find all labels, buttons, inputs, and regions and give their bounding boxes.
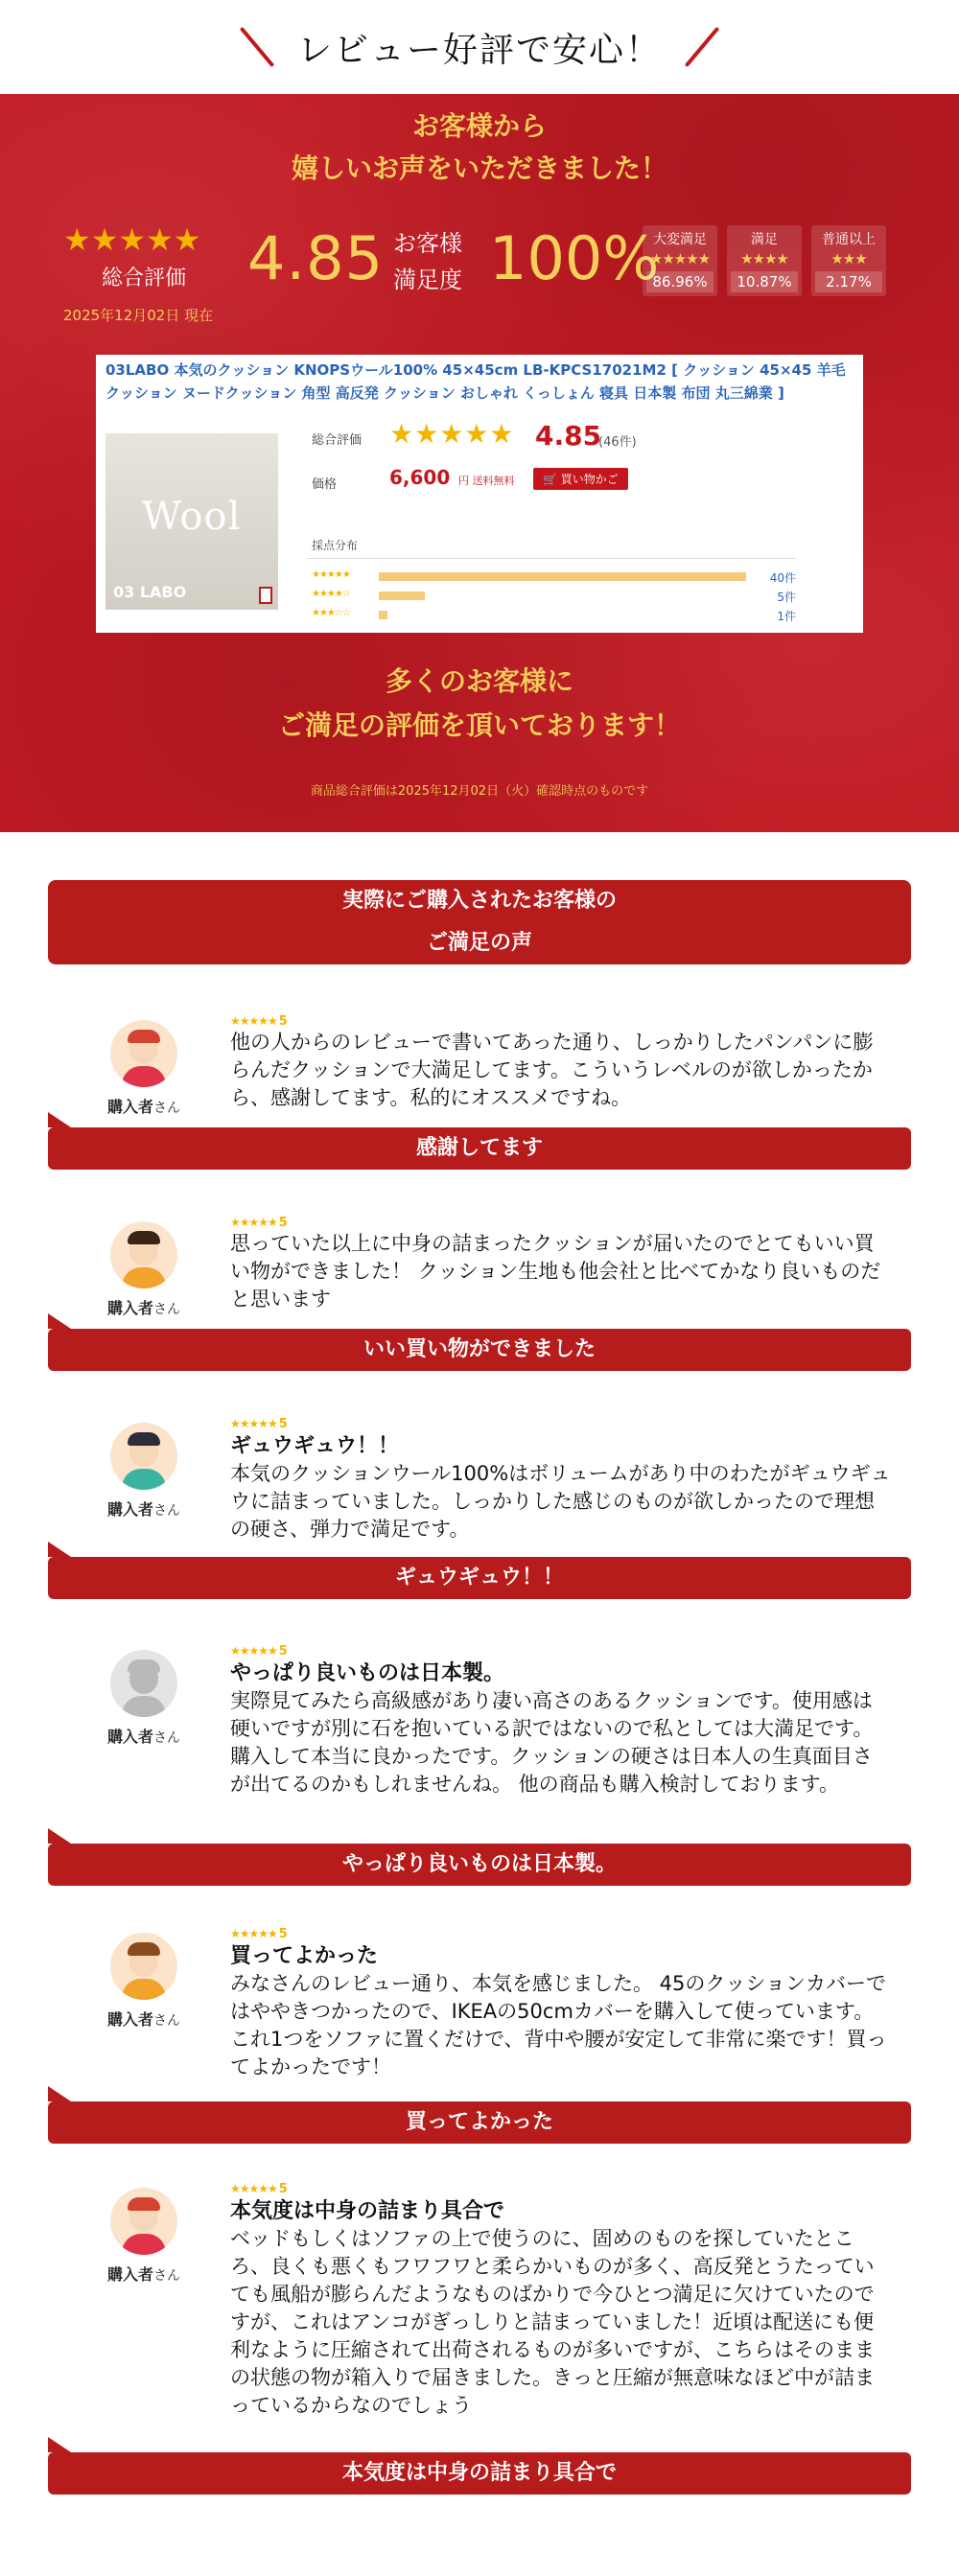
page-header xyxy=(0,0,959,94)
review-count-link[interactable]: (46件) xyxy=(598,435,637,450)
banner-bottom-line2: ご満足の評価を頂いております！ xyxy=(277,709,681,741)
add-to-cart-label: 買い物かご xyxy=(560,473,619,486)
avatar xyxy=(110,1423,177,1490)
badge-label: 満足 xyxy=(751,232,778,247)
decorative-slash-right xyxy=(685,27,719,67)
review-rating-number: 5 xyxy=(278,1927,287,1941)
review-item xyxy=(48,1417,911,1599)
distribution-row xyxy=(312,606,796,625)
price-suffix: 円 送料無料 xyxy=(458,475,515,487)
review-summary-bar: ギュウギュウ！！ xyxy=(48,1557,911,1599)
satisfaction-label-line1: お客様 xyxy=(393,230,462,257)
avatar-hair xyxy=(128,1231,160,1244)
product-image-brand: 03 LABO xyxy=(113,583,187,601)
review-content xyxy=(230,1014,892,1112)
review-item xyxy=(48,1216,911,1371)
review-text: 他の人からのレビューで書いてあった通り、しっかりしたパンパンに膨らんだクッションで大満足してます。こういうレベルのが欲しかったから、感謝してます。私的にオススメですね。 xyxy=(230,1031,874,1109)
review-item xyxy=(48,2182,911,2495)
review-rating xyxy=(230,1216,892,1230)
rating-stats xyxy=(63,223,901,338)
avatar xyxy=(110,2188,177,2255)
satisfaction-badges xyxy=(643,225,886,296)
distribution-stars: ★★★★★ xyxy=(312,569,350,580)
banner-bottom-line1: 多くのお客様に xyxy=(385,665,573,697)
avatar-hair xyxy=(128,1432,160,1446)
badge-value: 2.17% xyxy=(815,271,882,292)
product-image-text: Wool xyxy=(142,495,242,539)
distribution-count-link[interactable]: 5件 xyxy=(777,591,796,604)
review-stars: ★★★★★ xyxy=(230,1927,277,1940)
review-rating-number: 5 xyxy=(278,1014,287,1029)
badge-satisfied xyxy=(727,225,802,296)
review-summary-bar: 感謝してます xyxy=(48,1127,911,1170)
avatar xyxy=(110,1650,177,1717)
review-rating xyxy=(230,1014,892,1029)
reviewer-name-text: 購入者 xyxy=(106,2265,153,2284)
review-stars: ★★★★★ xyxy=(230,1014,277,1028)
review-summary-bar: いい買い物ができました xyxy=(48,1329,911,1371)
avatar-body xyxy=(122,2234,166,2255)
reviewer xyxy=(86,1221,201,1318)
reviewer-name-text: 購入者 xyxy=(106,2010,153,2029)
avatar-body xyxy=(122,1979,166,2000)
review-rating xyxy=(230,1927,892,1941)
reviewer-name-text: 購入者 xyxy=(106,1728,153,1746)
review-stars: ★★★★★ xyxy=(230,1417,277,1430)
banner-heading xyxy=(0,94,959,190)
reviewer-name xyxy=(86,2263,201,2285)
cart-icon: 🛒 xyxy=(543,473,557,486)
reviewer-name-text: 購入者 xyxy=(106,1299,153,1317)
page-title: レビュー好評で安心！ xyxy=(296,30,662,70)
badge-label: 大変満足 xyxy=(653,232,707,247)
overall-rating xyxy=(63,223,246,325)
distribution-track xyxy=(379,611,801,619)
review-banner xyxy=(0,94,959,832)
review-text: 実際見てみたら高級感があり凄い高さのあるクッションです。使用感は硬いですが別に石を抱いている訳ではないので私としては大満足です。購入して本当に良かったです。クッションの硬さは日本人の生真面目さが出てるのかもしれませんね。 他の商品も購入検討しております。 xyxy=(230,1689,874,1796)
review-rating xyxy=(230,2182,892,2196)
card-stars: ★★★★★ xyxy=(389,418,515,450)
review-title: 本気度は中身の詰まり具合で xyxy=(230,2199,505,2223)
avatar-body xyxy=(122,1469,166,1490)
banner-heading-line1: お客様から xyxy=(411,110,547,142)
review-summary-bar: 買ってよかった xyxy=(48,2101,911,2144)
badge-very-satisfied xyxy=(643,225,717,296)
review-summary-bar: 本気度は中身の詰まり具合で xyxy=(48,2452,911,2495)
add-to-cart-button[interactable] xyxy=(533,468,628,490)
distribution-stars: ★★★★☆ xyxy=(312,589,350,599)
avatar-hair xyxy=(128,1030,160,1043)
review-stars: ★★★★★ xyxy=(230,2182,277,2195)
review-item xyxy=(48,1644,911,1886)
satisfaction-label xyxy=(393,225,462,298)
review-stars: ★★★★★ xyxy=(230,1216,277,1229)
review-item xyxy=(48,1014,911,1170)
reviewer-honorific: さん xyxy=(153,2013,180,2029)
reviewer-name xyxy=(86,1095,201,1117)
review-rating-number: 5 xyxy=(278,2182,287,2196)
review-content xyxy=(230,1644,892,1799)
avatar-body xyxy=(122,1267,166,1288)
reviewer xyxy=(86,1020,201,1117)
price: 6,600 xyxy=(389,466,451,489)
reviewer-name xyxy=(86,1725,201,1747)
review-text: 本気のクッションウール100%はボリュームがあり中のわたがギュウギュウに詰まっていました。しっかりした感じのものが欲しかったので理想の硬さ、弾力で満足です。 xyxy=(230,1462,891,1541)
badge-label: 普通以上 xyxy=(822,232,876,247)
price-label: 価格 xyxy=(312,477,338,492)
badge-value: 10.87% xyxy=(731,271,798,292)
product-title-link[interactable]: 03LABO 本気のクッション KNOPSウール100% 45×45cm LB-KPCS17021M2 [ クッション 45×45 羊毛 クッション ヌードクッション 角型 高反発 クッション おしゃれ くっしょん 寝具 日本製 布団 丸三綿業 ] xyxy=(105,361,846,402)
review-content xyxy=(230,1927,892,2081)
avatar xyxy=(110,1221,177,1288)
reviewer xyxy=(86,1933,201,2030)
review-stars: ★★★★★ xyxy=(230,1644,277,1658)
product-image[interactable] xyxy=(105,433,278,610)
review-title: 買ってよかった xyxy=(230,1944,379,1968)
reviewer xyxy=(86,1650,201,1747)
distribution-track xyxy=(379,572,801,581)
badge-value: 86.96% xyxy=(646,271,713,292)
overall-stars: ★★★★★ xyxy=(63,221,201,258)
review-item xyxy=(48,1927,911,2144)
reviewer-honorific: さん xyxy=(153,1302,180,1317)
review-text: ベッドもしくはソファの上で使うのに、固めのものを探していたところ、良くも悪くもフワフワと柔らかいものが多く、高反発とうたっていても風船が膨らんだようなものばかりで今ひとつ満足に欠けていたのですが、これはアンコがぎっしりと詰まっていました！近頃は配送にも便利なように圧縮されて出荷されるものが多いですが、こちらはそのままの状態の物が箱入りで届きました。きっと圧縮が無意味なほど中が詰まっているからなのでしょう xyxy=(230,2227,875,2417)
reviewer-honorific: さん xyxy=(153,1730,180,1746)
review-rating-number: 5 xyxy=(278,1644,287,1659)
distribution-count-link[interactable]: 1件 xyxy=(777,610,796,623)
review-rating xyxy=(230,1644,892,1659)
reviewer-name xyxy=(86,1296,201,1318)
banner-heading-line2: 嬉しいお声をいただきました！ xyxy=(291,152,667,184)
satisfaction-label-line2: 満足度 xyxy=(393,267,462,293)
card-score: 4.85 xyxy=(535,420,602,452)
reviewer-honorific: さん xyxy=(153,2268,180,2284)
customer-voice-header xyxy=(48,880,911,964)
avatar-body xyxy=(122,1066,166,1087)
review-text: みなさんのレビュー通り、本気を感じました。 45のクッションカバーではややきつかったので、IKEAの50cmカバーを購入して使っています。 これ1つをソファに置くだけで、背中や腰が安定して非常に楽です！買ってよかったです！ xyxy=(230,1972,887,2078)
review-title: ギュウギュウ！！ xyxy=(230,1434,400,1458)
review-title: やっぱり良いものは日本製。 xyxy=(230,1661,505,1685)
distribution-divider xyxy=(307,558,796,559)
distribution-bar xyxy=(379,572,746,581)
overall-label: 総合評価 xyxy=(102,267,187,290)
avatar-hair xyxy=(128,1942,160,1956)
review-rating xyxy=(230,1417,892,1431)
product-tag-icon xyxy=(259,587,272,604)
review-content xyxy=(230,1417,892,1543)
review-rating-number: 5 xyxy=(278,1216,287,1230)
distribution-row xyxy=(312,587,796,606)
badge-stars: ★★★ xyxy=(830,250,867,267)
review-content xyxy=(230,2182,892,2420)
distribution-bar xyxy=(379,592,425,600)
review-content xyxy=(230,1216,892,1313)
review-summary-bar: やっぱり良いものは日本製。 xyxy=(48,1844,911,1886)
avatar-hair xyxy=(128,1659,160,1673)
review-rating-number: 5 xyxy=(278,1417,287,1431)
distribution-row xyxy=(312,568,796,587)
banner-bottom-message xyxy=(0,660,959,748)
distribution-count-link[interactable]: 40件 xyxy=(769,571,796,585)
decorative-slash-left xyxy=(240,27,274,67)
badge-stars: ★★★★ xyxy=(740,250,788,267)
product-review-card xyxy=(96,355,863,633)
rating-label: 総合評価 xyxy=(312,433,363,448)
reviewer-name-text: 購入者 xyxy=(106,1500,153,1519)
date-label: 2025年12月02日 現在 xyxy=(63,307,214,324)
avatar xyxy=(110,1933,177,2000)
distribution-bar xyxy=(379,611,387,619)
badge-stars: ★★★★★ xyxy=(649,250,711,267)
distribution-stars: ★★★☆☆ xyxy=(312,608,350,618)
reviewer-name xyxy=(86,2007,201,2030)
banner-footnote: 商品総合評価は2025年12月02日（火）確認時点のものです xyxy=(310,784,649,799)
review-text: 思っていた以上に中身の詰まったクッションが届いたのでとてもいい買い物ができました！ クッション生地も他会社と比べてかなり良いものだと思います xyxy=(230,1232,881,1311)
avatar-body xyxy=(122,1696,166,1717)
avatar-hair xyxy=(128,2197,160,2211)
voice-header-line1: 実際にご購入されたお客様の xyxy=(341,889,617,913)
reviewer xyxy=(86,2188,201,2285)
overall-score: 4.85 xyxy=(247,223,385,293)
reviewer-name-text: 購入者 xyxy=(106,1098,153,1116)
reviewer xyxy=(86,1423,201,1520)
reviewer-honorific: さん xyxy=(153,1101,180,1116)
voice-header-line2: ご満足の声 xyxy=(426,931,532,955)
reviewer-honorific: さん xyxy=(153,1503,180,1519)
reviewer-name xyxy=(86,1497,201,1520)
avatar xyxy=(110,1020,177,1087)
distribution-label: 採点分布 xyxy=(312,539,359,552)
distribution-track xyxy=(379,592,801,600)
satisfaction-percent: 100% xyxy=(489,223,660,293)
badge-average-or-above xyxy=(811,225,886,296)
